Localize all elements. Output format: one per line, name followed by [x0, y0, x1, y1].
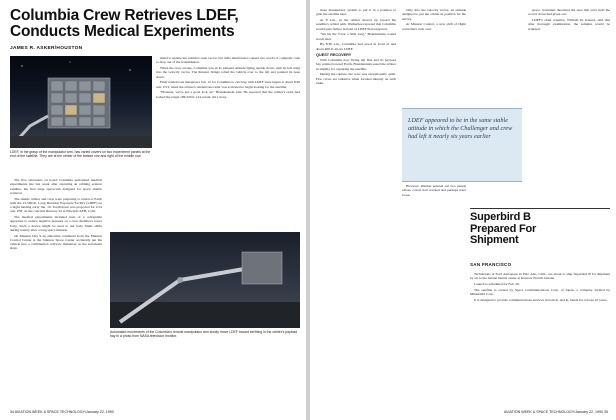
paragraph: It is designed to provide communications services in both K, and K, bands for at least 10 years.: [474, 297, 608, 302]
paragraph: During the capture, the crew was exceptionally quiet. Few crews are talkative when focused intently on such tasks.: [316, 72, 396, 85]
subhead: QUEST RECOVERY: [316, 52, 352, 57]
paragraph: "We hit the V-bar a little long," Brandenstein would recall later.: [316, 32, 396, 41]
right-page: [310, 0, 616, 420]
body-column-3: [316, 8, 396, 404]
article-headline: Columbia Crew Retrieves LDEF, Conducts Medical Experiments: [10, 7, 239, 40]
paragraph: The shuttle orbiter and crew were preparing to return to Earth with the 21,500-lb. Long Duration Exposure Facility (LDEF) on a night landing early Jan. 19. Touchdown was projected for 2:54 a.m. PST on the concrete Runway 22 at Edwards AFB, Calif.: [10, 196, 102, 214]
paragraph: Launch is scheduled for Feb. 20.: [474, 282, 520, 286]
second-article-headline: Superbird B Prepared For Shipment: [470, 211, 537, 246]
paragraph: belly into the velocity vector, an attitude designed to put the orbiter in position for the survey.: [402, 8, 466, 21]
pull-quote: [402, 108, 522, 182]
paragraph: The medical experiments included tests of a collapsible apparatus to reduce negative pressure on a crew member's lower body. Such a device might be used to aid body fluids shifts during reentry after a long space mission.: [10, 215, 102, 232]
page-folio: 34 AVIATION WEEK & SPACE TECHNOLOGY/January 22, 1990: [10, 410, 114, 414]
paragraph: With Columbia now flying tail first and its payload bay pointed toward Earth, Brandenstein eased the orbiter in slightly for capturing the satellite.: [316, 58, 396, 71]
paragraph: The five astronauts on board Columbia performed medical experiments late last week after capturing an orbiting science satellite, the first large spacecraft designed for space shuttle retrieval.: [10, 178, 102, 195]
paragraph: "Houston, we've got a good lock on," Brandenstein said. He reported that the orbiter's radar had locked the target 186,320 ft. (24.4 naut. mi.) away.: [156, 90, 300, 99]
body-column-5: [528, 8, 610, 204]
paragraph: Final rendezvous maneuvers Jan. 12 for Columbia to catch up with LDEF were begun at about 6:40 a.m. CST, when the orbiter's rendezvous radar was activated to begin looking for the satellite.: [156, 80, 300, 89]
manipulator-arm-photo: [110, 232, 300, 328]
left-page: [0, 0, 306, 420]
paragraph: The satellite is owned by Space Communications Corp. of Japan, a company formed by Mitsubishi Corp.: [470, 287, 610, 296]
ldef-photo: [10, 56, 152, 148]
paragraph: mote manipulator system to put it in a position to grab the satellite later.: [316, 8, 396, 17]
page-folio: AVIATION WEEK & SPACE TECHNOLOGY/January 22, 1990 35: [504, 410, 608, 414]
body-column-4: [402, 8, 466, 104]
paragraph: Technicians at Ford Aerospace in Palo Alto, Calif., are about to ship Superbird B for shipment by air to the Ariane launch center at Kourou, French Guiana.: [470, 272, 610, 281]
body-column-1: [10, 178, 102, 406]
paragraph: On Mission Day 9 an abnormal command from the Mission Control Center at the Johnson Space Center accidently put the vehicle into a combination roll/yaw maneuver as the astronauts slept.: [10, 233, 102, 251]
byline: JAMES R. ASKER/HOUSTON: [10, 46, 83, 51]
photo-caption: LDEF, in the grasp of the manipulator arm, has varied covers on two experiment panels at the end of the satellite. They are at the center of the bottom row and right of the middle row.: [10, 150, 151, 159]
paragraph: However, Dunbar pointed out two panels whose covers had cracked and perhaps were loose.: [402, 184, 466, 197]
paragraph: By 8:30 a.m., Columbia had stood in front of and about 400 ft. above LDEF.: [316, 42, 396, 51]
body-column-2: [156, 56, 300, 226]
dateline: SAN FRANCISCO: [470, 262, 512, 267]
arm-photo-caption: Automated movements of the Columbia's remote manipulator arm slowly move LDEF toward berthing in the orbiter's payload bay in a photo from NASA television monitor.: [110, 330, 298, 339]
paragraph: mand to update the vehicle's state vector, but radio interference caused two words of computer code to drop out of the transmission.: [156, 56, 300, 65]
paragraph: At Mission Control, a new shift of flight controllers took over.: [402, 22, 466, 31]
body-column-4b: [402, 184, 466, 404]
paragraph: LDEF's chief scientist, William H. Kinard, said that after thorough examination, the samples would be returned.: [528, 18, 610, 31]
body-column-6: [470, 272, 610, 404]
paragraph: space. Scientists theorized the tape that once held the covers down had given out.: [528, 8, 610, 17]
paragraph: At 8 a.m., as the orbiter moved up toward the satellite's orbital path, Wetherbee reported that Columbia would pass farther in front of LDEF than expected.: [316, 18, 396, 31]
paragraph: When the crew awoke, Columbia was in its planned attitude flying upside down, with its left wing into the velocity vector. The thruster firings rolled the vehicle over to the left and pointed its nose down.: [156, 66, 300, 79]
section-divider: [470, 208, 610, 209]
pull-quote-text: LDEF appeared to be in the same stable attitude in which the Challenger and crew had left it nearly six years earlier: [408, 117, 513, 141]
